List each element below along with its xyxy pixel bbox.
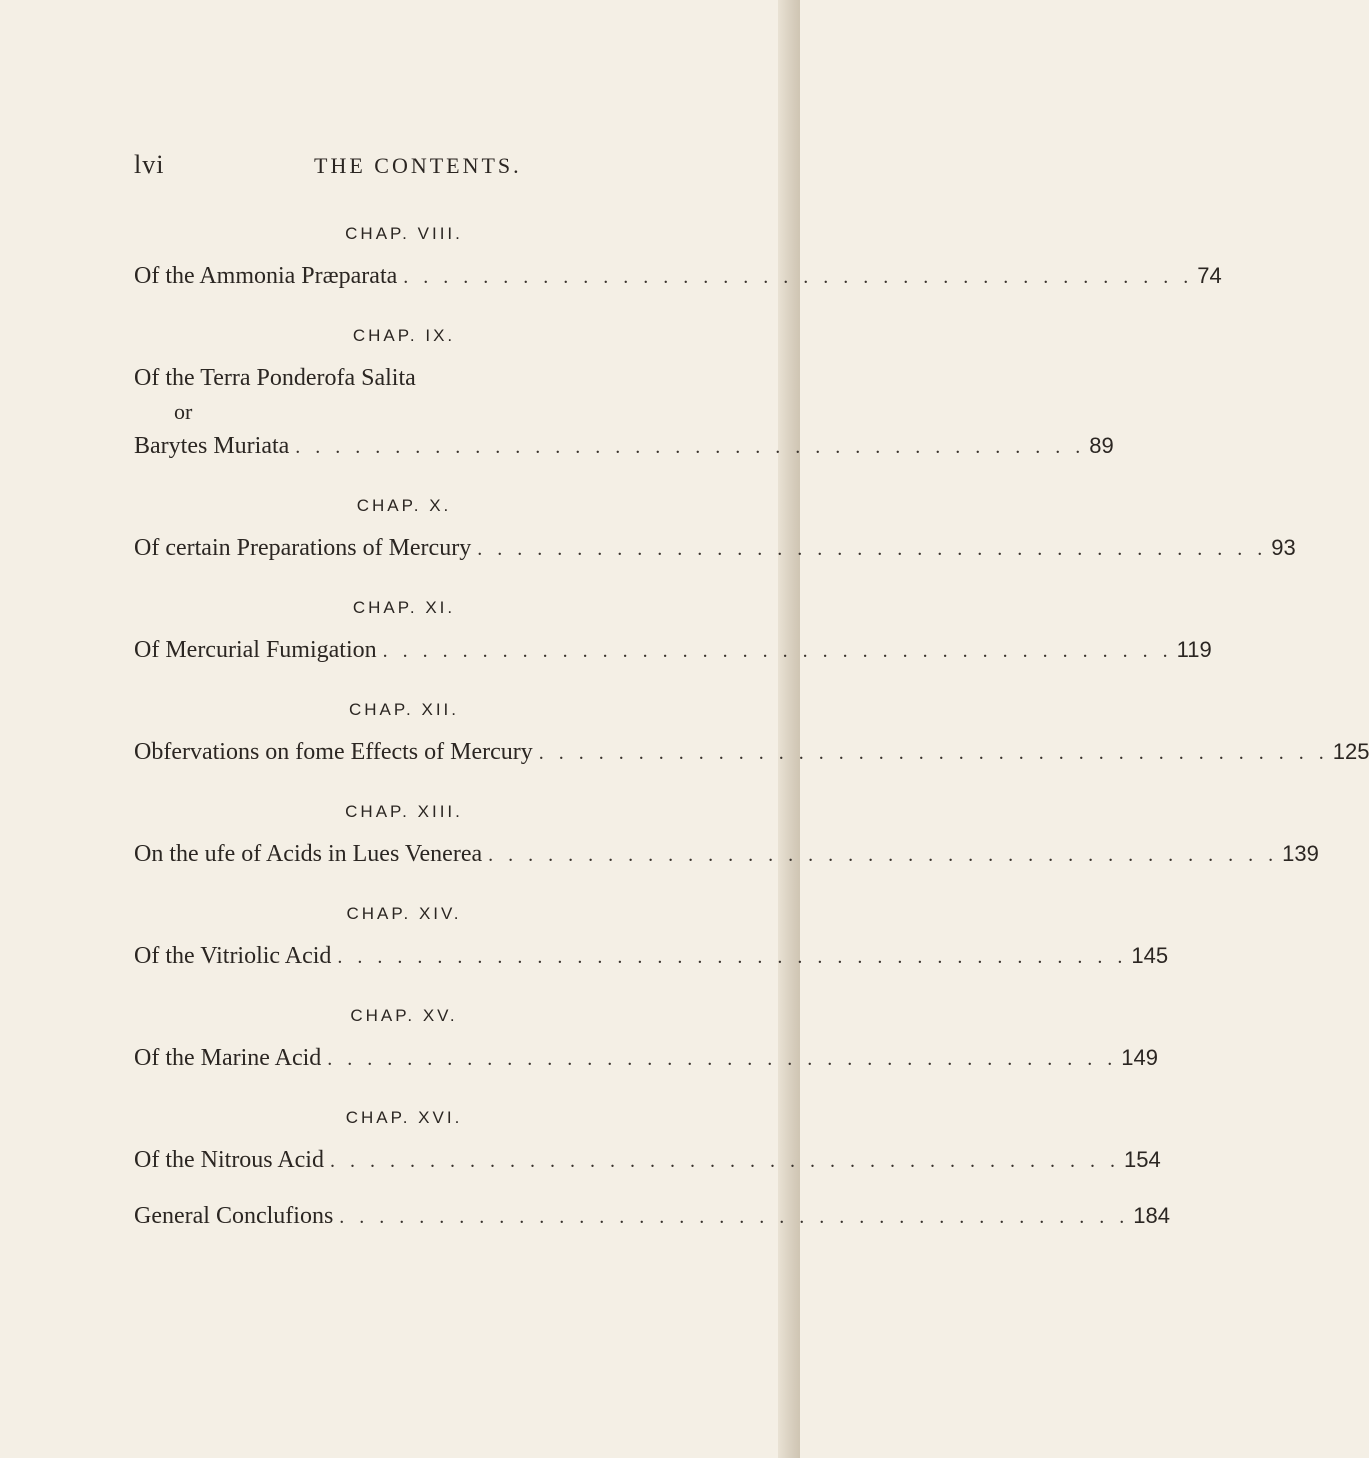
entry-page: 139 — [1282, 841, 1319, 866]
chapter-heading: CHAP. XVI. — [345, 1108, 463, 1127]
entry-title: Of certain Preparations of Mercury — [134, 535, 472, 561]
entry-title: Of the Vitriolic Acid — [134, 943, 332, 969]
entry-title: Of Mercurial Fumigation — [134, 637, 377, 663]
toc-line — [134, 258, 1222, 294]
entry-title: Of the Marine Acid — [134, 1045, 322, 1071]
toc-entry-chap-10 — [134, 490, 1296, 566]
leader-dots: . . . . . . . . . . . . . . . . . . . . . . . . . . . . . . . . . . . . . . . . — [538, 742, 1329, 764]
running-title: THE CONTENTS. — [314, 153, 522, 178]
entry-title: Barytes Muriata — [134, 433, 290, 459]
entry-title: Of the Nitrous Acid — [134, 1147, 324, 1173]
leader-dots: . . . . . . . . . . . . . . . . . . . . . . . . . . . . . . . . . . . . . . . . — [295, 436, 1086, 458]
leader-dots: . . . . . . . . . . . . . . . . . . . . . . . . . . . . . . . . . . . . . . . . — [488, 844, 1279, 866]
page-edge — [778, 0, 800, 1458]
entry-page: 145 — [1131, 943, 1169, 968]
entry-page: 89 — [1089, 433, 1114, 458]
toc-line — [134, 1040, 1158, 1076]
toc-entry-chap-16 — [134, 1102, 1161, 1178]
leader-dots: . . . . . . . . . . . . . . . . . . . . . . . . . . . . . . . . . . . . . . . . — [337, 946, 1128, 968]
toc-entry-chap-12 — [134, 694, 1369, 770]
entry-page: 184 — [1133, 1203, 1170, 1228]
toc-line — [134, 1198, 1170, 1234]
entry-page: 119 — [1176, 637, 1212, 662]
toc-entry-chap-15 — [134, 1000, 1158, 1076]
entry-page: 74 — [1197, 263, 1222, 288]
table-of-contents — [134, 218, 1369, 1234]
toc-line — [134, 632, 1212, 668]
entry-title: Of the Ammonia Præparata — [134, 263, 398, 289]
entry-page: 149 — [1121, 1045, 1158, 1070]
chapter-heading: CHAP. VIII. — [345, 224, 463, 243]
toc-line — [134, 530, 1296, 566]
toc-line — [134, 1142, 1161, 1178]
toc-line — [134, 734, 1369, 770]
entry-title: On the ufe of Acids in Lues Venerea — [134, 841, 483, 867]
leader-dots: . . . . . . . . . . . . . . . . . . . . . . . . . . . . . . . . . . . . . . . . — [403, 266, 1194, 288]
page-number: lvi — [134, 150, 165, 179]
chapter-heading: CHAP. XV. — [350, 1006, 458, 1025]
entry-title: Obfervations on fome Effects of Mercury — [134, 739, 533, 765]
entry-page: 154 — [1123, 1147, 1161, 1172]
chapter-heading: CHAP. IX. — [352, 326, 456, 345]
running-head — [134, 150, 694, 190]
leader-dots: . . . . . . . . . . . . . . . . . . . . . . . . . . . . . . . . . . . . . . . . — [339, 1206, 1130, 1228]
entry-page: 125 — [1332, 739, 1369, 764]
chapter-heading: CHAP. XIII. — [345, 802, 463, 821]
entry-title: General Conclufions — [134, 1203, 334, 1229]
leader-dots: . . . . . . . . . . . . . . . . . . . . . . . . . . . . . . . . . . . . . . . . — [329, 1150, 1120, 1172]
entry-title-line-1: Of the Terra Ponderofa Salita — [134, 365, 416, 391]
toc-entry-chap-11 — [134, 592, 1212, 668]
entry-page: 93 — [1271, 535, 1296, 560]
chapter-heading: CHAP. XIV. — [346, 904, 462, 923]
toc-line — [134, 428, 1114, 464]
chapter-heading: CHAP. X. — [356, 496, 452, 515]
leader-dots: . . . . . . . . . . . . . . . . . . . . . . . . . . . . . . . . . . . . . . . . — [327, 1048, 1118, 1070]
chapter-heading: CHAP. XI. — [352, 598, 456, 617]
leader-dots: . . . . . . . . . . . . . . . . . . . . . . . . . . . . . . . . . . . . . . . . — [477, 538, 1268, 560]
toc-entry-conclusions — [134, 1198, 1170, 1234]
toc-line — [134, 836, 1319, 872]
entry-title-connector: or — [174, 399, 193, 424]
toc-line — [134, 360, 714, 396]
toc-entry-chap-8 — [134, 218, 1222, 294]
toc-line — [134, 938, 1169, 974]
toc-entry-chap-13 — [134, 796, 1319, 872]
leader-dots: . . . . . . . . . . . . . . . . . . . . . . . . . . . . . . . . . . . . . . . . — [382, 640, 1173, 662]
toc-entry-chap-9 — [134, 320, 1114, 464]
toc-entry-chap-14 — [134, 898, 1169, 974]
chapter-heading: CHAP. XII. — [349, 700, 459, 719]
